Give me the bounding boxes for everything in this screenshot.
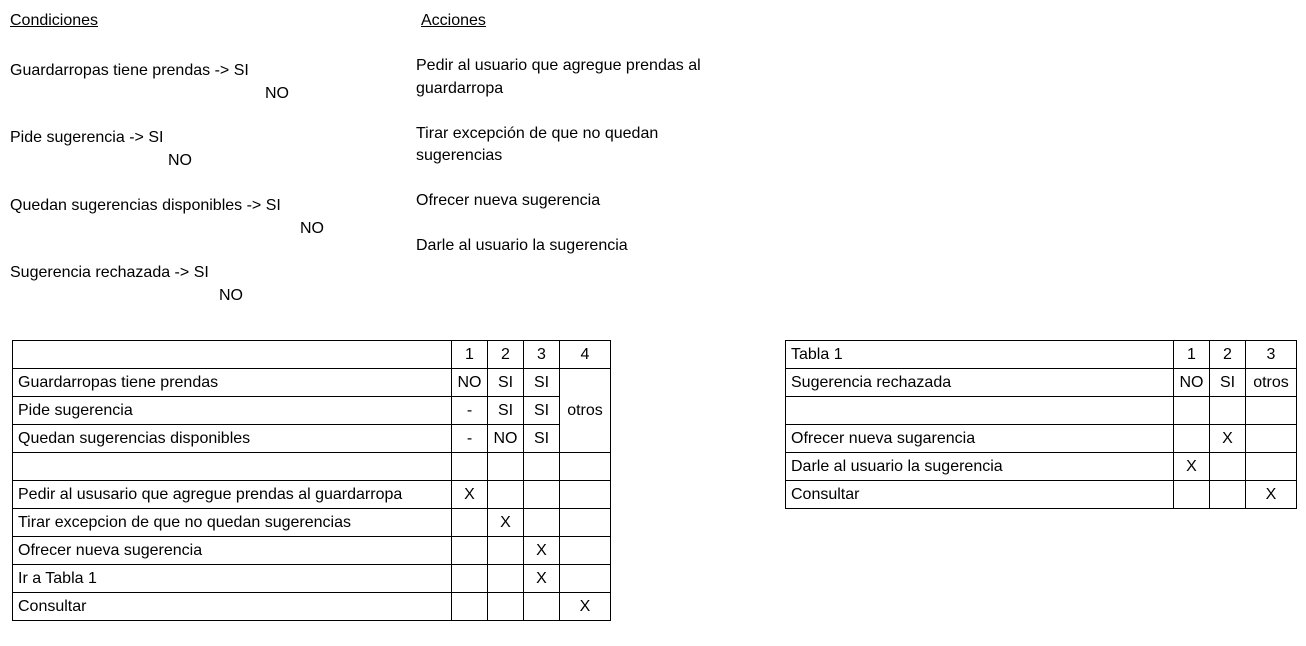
- table-cell: [524, 593, 560, 621]
- header-cell: 2: [488, 341, 524, 369]
- row-label: Tirar excepcion de que no quedan sugerencias: [13, 509, 452, 537]
- table-row: [13, 593, 611, 621]
- header-cell: 2: [1210, 341, 1246, 369]
- table-cell: X: [524, 537, 560, 565]
- table-cell: [560, 565, 611, 593]
- table-row: [786, 341, 1297, 369]
- action-0-line1: Pedir al usuario que agregue prendas al: [416, 57, 701, 74]
- table-cell: [452, 537, 488, 565]
- header-cell: 4: [560, 341, 611, 369]
- header-cell: 3: [524, 341, 560, 369]
- row-label: Pide sugerencia: [13, 397, 452, 425]
- table-row: [13, 481, 611, 509]
- table-cell: [560, 453, 611, 481]
- header-cell: 1: [1174, 341, 1210, 369]
- table-cell: X: [1174, 453, 1210, 481]
- header-cell: [13, 341, 452, 369]
- table-cell: -: [452, 397, 488, 425]
- row-label: Ofrecer nueva sugarencia: [786, 425, 1174, 453]
- condition-0-label: Guardarropas tiene prendas -> SI: [10, 62, 249, 79]
- table-cell: SI: [524, 397, 560, 425]
- table-cell: [452, 509, 488, 537]
- tabla-1: [785, 340, 1297, 509]
- main-decision-table: [12, 340, 611, 621]
- table-row: [786, 369, 1297, 397]
- table-cell: [488, 453, 524, 481]
- table-cell: X: [452, 481, 488, 509]
- table-row: [13, 565, 611, 593]
- table-cell: [1246, 425, 1297, 453]
- condition-0-no: NO: [265, 85, 289, 102]
- table-cell: [1174, 425, 1210, 453]
- table-cell: [560, 509, 611, 537]
- table-cell: [524, 481, 560, 509]
- table-cell: [1210, 397, 1246, 425]
- table-cell: SI: [488, 369, 524, 397]
- table-row: [13, 509, 611, 537]
- table-row: [13, 425, 611, 453]
- table-row: [13, 369, 611, 397]
- row-label: [786, 397, 1174, 425]
- table-cell: X: [1210, 425, 1246, 453]
- row-label: [13, 453, 452, 481]
- row-label: Consultar: [13, 593, 452, 621]
- table-row: [13, 453, 611, 481]
- condition-1-label: Pide sugerencia -> SI: [10, 129, 164, 146]
- table-cell: [1174, 481, 1210, 509]
- table-cell: SI: [1210, 369, 1246, 397]
- table-cell: [488, 565, 524, 593]
- action-1-line1: Tirar excepción de que no quedan: [416, 125, 659, 142]
- table-row: [786, 397, 1297, 425]
- table-cell: [488, 593, 524, 621]
- condition-3-no: NO: [219, 287, 243, 304]
- table-cell: [1210, 453, 1246, 481]
- action-0-line2: guardarropa: [416, 80, 504, 97]
- row-label: Sugerencia rechazada: [786, 369, 1174, 397]
- table-title: Tabla 1: [786, 341, 1174, 369]
- table-row: [786, 481, 1297, 509]
- table-cell: X: [1246, 481, 1297, 509]
- table-row: [13, 537, 611, 565]
- table-cell: [524, 509, 560, 537]
- table-cell: X: [488, 509, 524, 537]
- row-label: Quedan sugerencias disponibles: [13, 425, 452, 453]
- table-cell: [524, 453, 560, 481]
- action-3-line1: Darle al usuario la sugerencia: [416, 237, 628, 254]
- table-cell: -: [452, 425, 488, 453]
- header-cell: 3: [1246, 341, 1297, 369]
- table-cell: [1174, 397, 1210, 425]
- table-cell: [488, 537, 524, 565]
- table-cell: [452, 453, 488, 481]
- otros-cell: otros: [560, 369, 611, 453]
- table-cell: [1246, 397, 1297, 425]
- table-cell: otros: [1246, 369, 1297, 397]
- table-cell: X: [524, 565, 560, 593]
- table-cell: SI: [524, 369, 560, 397]
- row-label: Darle al usuario la sugerencia: [786, 453, 1174, 481]
- table-row: [786, 453, 1297, 481]
- condition-3-label: Sugerencia rechazada -> SI: [10, 264, 209, 281]
- table-cell: NO: [452, 369, 488, 397]
- table-cell: SI: [524, 425, 560, 453]
- conditions-heading: Condiciones: [10, 12, 99, 29]
- table-cell: [488, 481, 524, 509]
- table-row: [13, 341, 611, 369]
- table-row: [13, 397, 611, 425]
- table-cell: NO: [488, 425, 524, 453]
- action-2-line1: Ofrecer nueva sugerencia: [416, 192, 601, 209]
- row-label: Ofrecer nueva sugerencia: [13, 537, 452, 565]
- row-label: Consultar: [786, 481, 1174, 509]
- table-cell: X: [560, 593, 611, 621]
- condition-2-no: NO: [300, 220, 324, 237]
- actions-heading: Acciones: [421, 12, 486, 29]
- header-cell: 1: [452, 341, 488, 369]
- action-1-line2: sugerencias: [416, 147, 503, 164]
- table-cell: [560, 537, 611, 565]
- table-cell: [1246, 453, 1297, 481]
- table-row: [786, 425, 1297, 453]
- row-label: Guardarropas tiene prendas: [13, 369, 452, 397]
- table-cell: SI: [488, 397, 524, 425]
- row-label: Ir a Tabla 1: [13, 565, 452, 593]
- table-cell: [1210, 481, 1246, 509]
- condition-1-no: NO: [168, 152, 192, 169]
- table-cell: [452, 565, 488, 593]
- condition-2-label: Quedan sugerencias disponibles -> SI: [10, 197, 281, 214]
- table-cell: NO: [1174, 369, 1210, 397]
- row-label: Pedir al ususario que agregue prendas al guardarropa: [13, 481, 452, 509]
- table-cell: [452, 593, 488, 621]
- table-cell: [560, 481, 611, 509]
